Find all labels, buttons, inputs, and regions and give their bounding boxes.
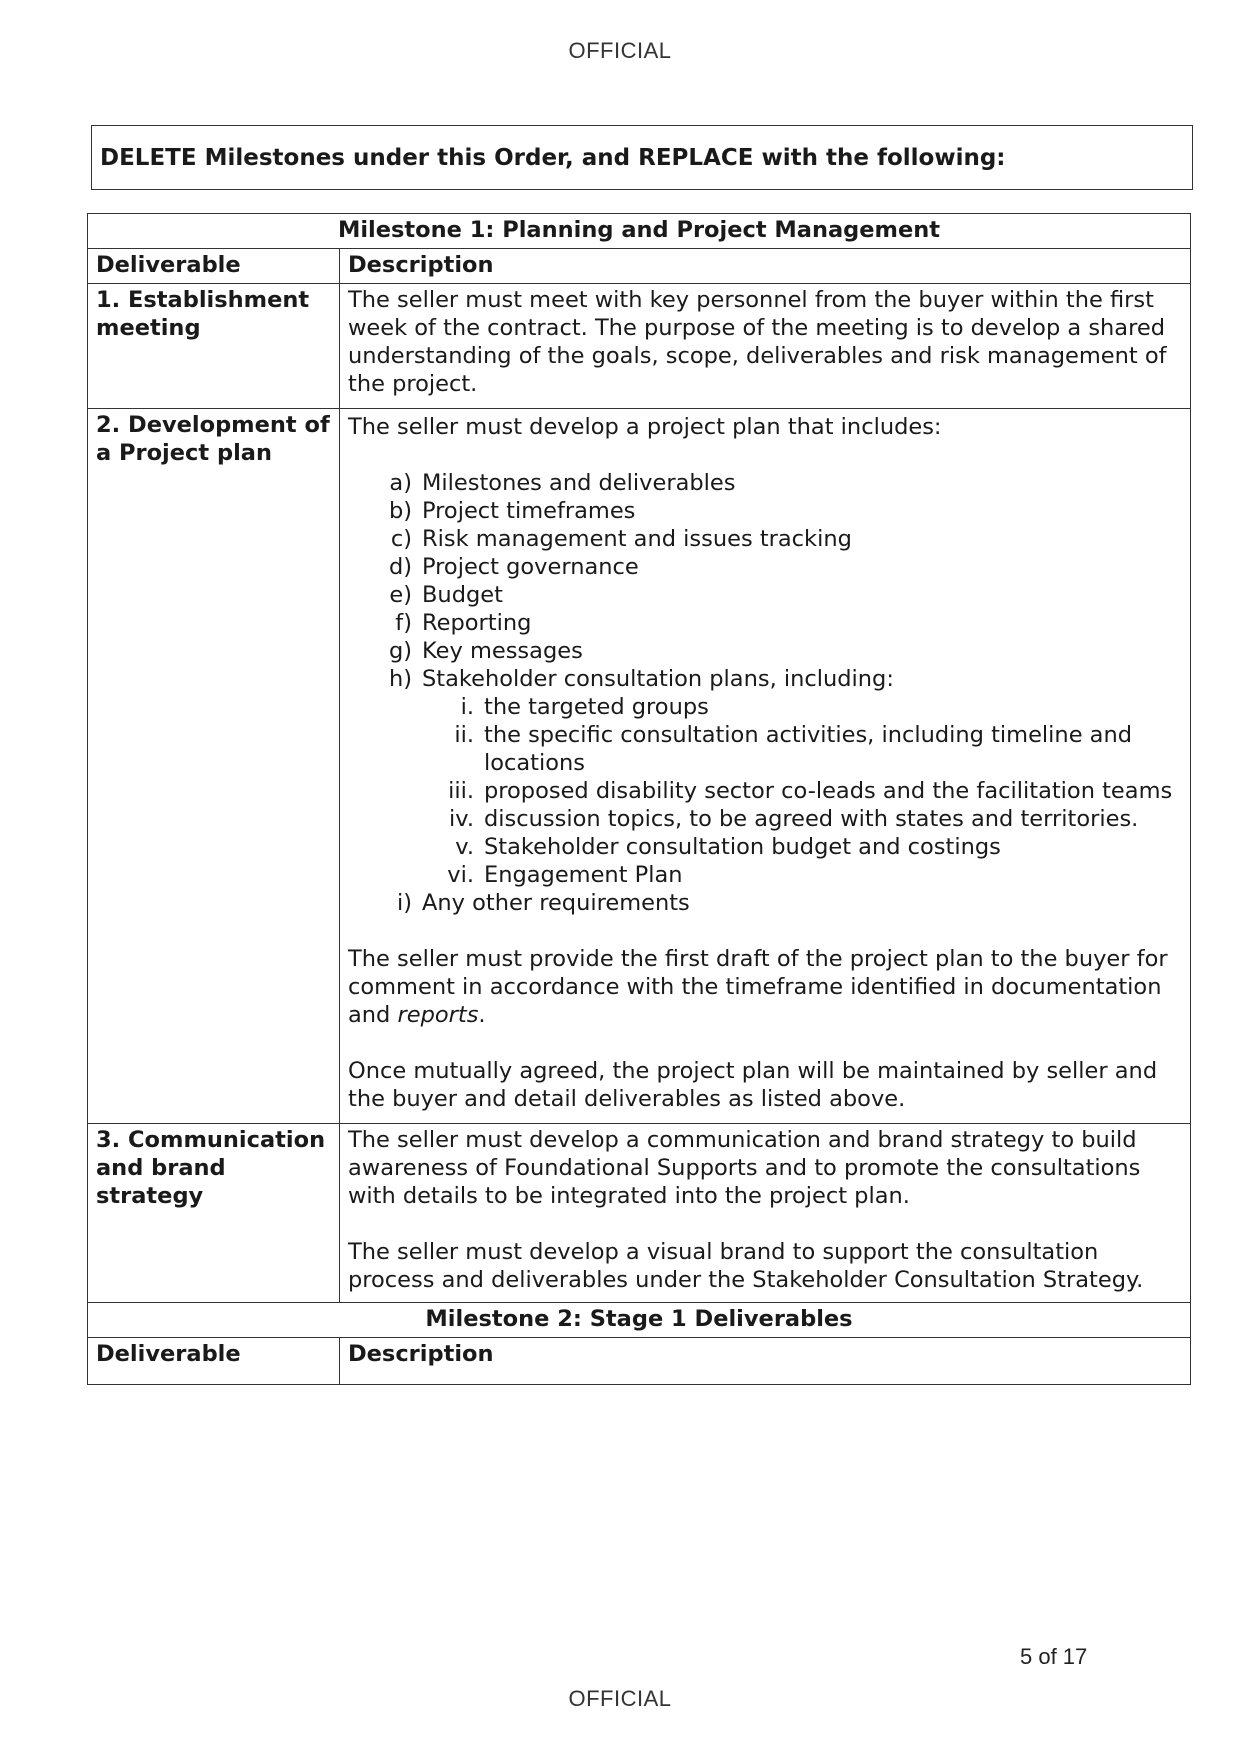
column-header-description: Description xyxy=(340,249,1191,284)
instruction-banner: DELETE Milestones under this Order, and REPLACE with the following: xyxy=(91,125,1193,190)
deliverable-name: 1. Establishment meeting xyxy=(88,284,340,409)
classification-footer: OFFICIAL xyxy=(568,1686,672,1711)
list-item: b) Project timeframes xyxy=(388,498,636,524)
sub-list-item: vi. Engagement Plan xyxy=(447,862,683,888)
list-item: d) Project governance xyxy=(388,554,639,580)
milestone-2-title: Milestone 2: Stage 1 Deliverables xyxy=(88,1303,1191,1338)
list-item: g) Key messages xyxy=(388,638,583,664)
deliverable-name: 2. Development of a Project plan xyxy=(88,409,340,1124)
list-item: c) Risk management and issues tracking xyxy=(390,526,852,552)
deliverable-description xyxy=(340,1124,1191,1303)
description-text: The seller must develop a visual brand to support the consultation process and deliverables under the Stakeholder Consultation Strategy. xyxy=(348,1239,1144,1293)
table-row xyxy=(88,409,1191,1124)
column-header-description: Description xyxy=(340,1338,1191,1385)
sub-list-item: iii. proposed disability sector co-leads and the facilitation teams xyxy=(448,778,1173,804)
table-row xyxy=(88,284,1191,409)
description-intro: The seller must develop a project plan that includes: xyxy=(348,414,942,440)
list-item: i) Any other requirements xyxy=(396,890,690,916)
deliverable-description xyxy=(340,284,1191,409)
milestone-1-title: Milestone 1: Planning and Project Management xyxy=(88,214,1191,249)
deliverable-name: 3. Communication and brand strategy xyxy=(88,1124,340,1303)
sub-list-item: v. Stakeholder consultation budget and costings xyxy=(455,834,1001,860)
table-row xyxy=(88,1124,1191,1303)
description-text: The seller must develop a communication and brand strategy to build awareness of Foundational Supports and to promote the consultations with details to be integrated into the project plan. xyxy=(348,1127,1141,1209)
deliverable-description xyxy=(340,409,1191,1124)
sub-list-item: ii. the specific consultation activities, including timeline and locations xyxy=(454,722,1133,776)
project-plan-maintenance-paragraph: Once mutually agreed, the project plan will be maintained by seller and the buyer and detail deliverables as listed above. xyxy=(348,1058,1158,1112)
list-item: h) Stakeholder consultation plans, including: xyxy=(388,666,894,692)
milestones-table xyxy=(87,213,1191,1385)
sub-list-item: iv. discussion topics, to be agreed with states and territories. xyxy=(449,806,1139,832)
page-number: 5 of 17 xyxy=(1020,1644,1088,1669)
description-text: The seller must meet with key personnel from the buyer within the first week of the contract. The purpose of the meeting is to develop a shared understanding of the goals, scope, deliverables and risk management of the project. xyxy=(348,287,1167,397)
project-plan-list xyxy=(348,469,1182,917)
list-item: e) Budget xyxy=(389,582,503,608)
column-header-deliverable: Deliverable xyxy=(88,249,340,284)
project-plan-draft-paragraph: The seller must provide the first draft of the project plan to the buyer for comment in accordance with the timeframe identified in documentation and reports. xyxy=(348,946,1168,1028)
column-header-deliverable: Deliverable xyxy=(88,1338,340,1385)
classification-header: OFFICIAL xyxy=(568,38,672,63)
sub-list-item: i. the targeted groups xyxy=(460,694,709,720)
list-item: a) Milestones and deliverables xyxy=(389,470,736,496)
list-item: f) Reporting xyxy=(395,610,532,636)
